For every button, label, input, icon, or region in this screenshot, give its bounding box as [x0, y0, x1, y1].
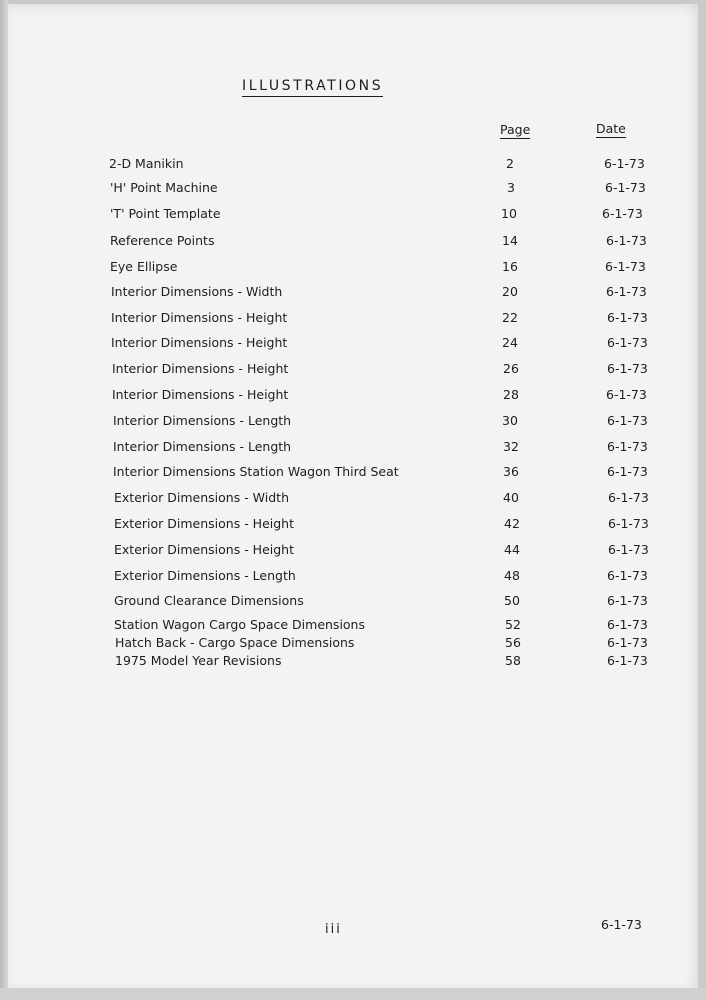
page-bottom-edge: [0, 988, 706, 1000]
list-item: [0, 233, 706, 253]
illustration-page: 30: [502, 413, 518, 428]
illustration-date: 6-1-73: [605, 259, 646, 274]
list-item: [0, 310, 706, 330]
illustration-title: Interior Dimensions Station Wagon Third Seat: [113, 464, 399, 479]
illustration-date: 6-1-73: [607, 568, 648, 583]
list-item: [0, 387, 706, 407]
footer-date: 6-1-73: [601, 917, 642, 932]
illustration-title: Exterior Dimensions - Height: [114, 542, 294, 557]
illustration-title: Ground Clearance Dimensions: [114, 593, 304, 608]
illustration-page: 56: [505, 635, 521, 650]
illustration-date: 6-1-73: [606, 387, 647, 402]
list-item: [0, 180, 706, 200]
list-item: [0, 635, 706, 655]
illustration-page: 2: [506, 156, 514, 171]
illustration-title: 2-D Manikin: [109, 156, 184, 171]
illustration-title: Station Wagon Cargo Space Dimensions: [114, 617, 365, 632]
list-item: [0, 568, 706, 588]
list-item: [0, 490, 706, 510]
illustration-page: 16: [502, 259, 518, 274]
illustration-page: 40: [503, 490, 519, 505]
illustration-date: 6-1-73: [607, 335, 648, 350]
illustration-date: 6-1-73: [602, 206, 643, 221]
illustration-page: 50: [504, 593, 520, 608]
list-item: [0, 439, 706, 459]
list-item: [0, 464, 706, 484]
list-item: [0, 653, 706, 673]
illustration-page: 58: [505, 653, 521, 668]
illustration-title: Exterior Dimensions - Width: [114, 490, 289, 505]
illustration-title: 'T' Point Template: [110, 206, 221, 221]
list-item: [0, 206, 706, 226]
illustration-date: 6-1-73: [607, 593, 648, 608]
illustration-page: 20: [502, 284, 518, 299]
illustration-page: 26: [503, 361, 519, 376]
illustration-title: Reference Points: [110, 233, 215, 248]
illustration-title: Interior Dimensions - Height: [111, 310, 288, 325]
illustration-page: 24: [502, 335, 518, 350]
illustration-date: 6-1-73: [607, 439, 648, 454]
list-item: [0, 413, 706, 433]
illustration-date: 6-1-73: [608, 542, 649, 557]
illustration-page: 28: [503, 387, 519, 402]
illustration-title: Interior Dimensions - Height: [111, 335, 288, 350]
illustration-page: 14: [502, 233, 518, 248]
illustration-title: 'H' Point Machine: [110, 180, 218, 195]
illustration-date: 6-1-73: [605, 180, 646, 195]
illustration-title: Hatch Back - Cargo Space Dimensions: [115, 635, 355, 650]
list-item: [0, 516, 706, 536]
illustration-page: 22: [502, 310, 518, 325]
illustration-date: 6-1-73: [608, 516, 649, 531]
illustration-page: 32: [503, 439, 519, 454]
illustration-date: 6-1-73: [606, 284, 647, 299]
illustration-page: 36: [503, 464, 519, 479]
page-column-header: Page: [500, 122, 531, 137]
illustration-page: 42: [504, 516, 520, 531]
illustration-title: Exterior Dimensions - Height: [114, 516, 294, 531]
footer-page-number: iii: [325, 922, 342, 937]
illustration-title: Interior Dimensions - Length: [113, 439, 292, 454]
illustration-page: 10: [501, 206, 517, 221]
illustration-page: 44: [504, 542, 520, 557]
list-item: [0, 284, 706, 304]
illustration-date: 6-1-73: [607, 464, 648, 479]
list-item: [0, 617, 706, 637]
list-item: [0, 335, 706, 355]
illustration-title: Interior Dimensions - Height: [112, 361, 289, 376]
illustration-page: 48: [504, 568, 520, 583]
list-item: [0, 542, 706, 562]
illustration-date: 6-1-73: [604, 156, 645, 171]
illustration-date: 6-1-73: [607, 617, 648, 632]
list-item: [0, 361, 706, 381]
list-item: [0, 259, 706, 279]
illustration-page: 3: [507, 180, 515, 195]
list-item: [0, 156, 706, 176]
illustration-date: 6-1-73: [607, 361, 648, 376]
illustration-date: 6-1-73: [606, 233, 647, 248]
illustration-title: Exterior Dimensions - Length: [114, 568, 296, 583]
illustration-date: 6-1-73: [607, 310, 648, 325]
illustration-date: 6-1-73: [608, 490, 649, 505]
list-item: [0, 593, 706, 613]
illustration-date: 6-1-73: [607, 413, 648, 428]
illustration-title: 1975 Model Year Revisions: [115, 653, 282, 668]
illustration-page: 52: [505, 617, 521, 632]
illustration-title: Interior Dimensions - Height: [112, 387, 289, 402]
illustration-date: 6-1-73: [607, 635, 648, 650]
date-column-header: Date: [596, 121, 626, 136]
illustration-date: 6-1-73: [607, 653, 648, 668]
page-title: ILLUSTRATIONS: [242, 78, 383, 97]
illustration-title: Interior Dimensions - Length: [113, 413, 292, 428]
illustration-title: Eye Ellipse: [110, 259, 178, 274]
illustration-title: Interior Dimensions - Width: [111, 284, 283, 299]
